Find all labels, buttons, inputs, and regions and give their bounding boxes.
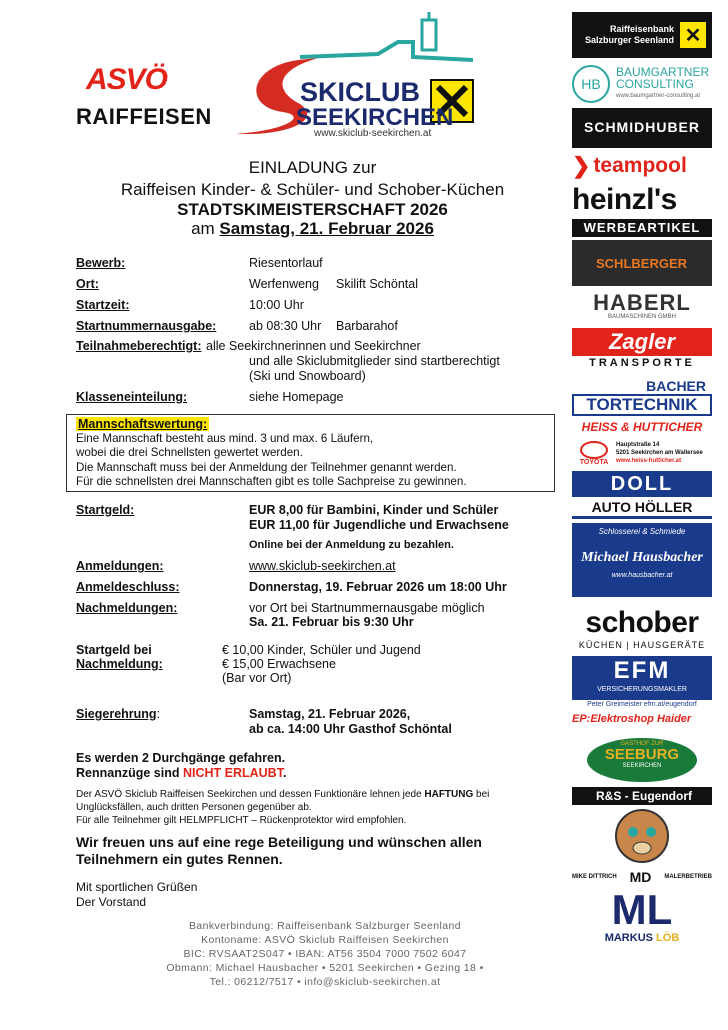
ort-value1: Werfenweng [249,277,319,291]
nachmeldungen-label: Nachmeldungen: [76,601,178,615]
footer-account: Kontoname: ASVÖ Skiclub Raiffeisen Seekirchen [201,934,449,946]
sponsor-seeburg: GASTHOF ZUR SEEBURG SEEKIRCHEN [572,738,712,784]
title-line2: Raiffeisen Kinder- & Schüler- und Schober-Küchen [120,180,505,199]
siegerehrung-label: Siegerehrung: [76,707,161,721]
sponsor-efm: EFM VERSICHERUNGSMAKLER [572,656,712,700]
sponsor-werbeartikel: WERBEARTIKEL [572,219,712,237]
title-line1: EINLADUNG zur [248,158,377,177]
not-allowed-text: NICHT ERLAUBT [182,766,283,780]
sponsor-schober: schober KÜCHEN | HAUSGERÄTE [578,606,706,650]
anmeldungen-link[interactable]: www.skiclub-seekirchen.at [249,559,396,573]
mannschaft-line: Eine Mannschaft besteht aus mind. 3 und max. 6 Läufern, [76,432,374,445]
startgeld-label: Startgeld: [76,503,135,517]
asvo-logo: ASVÖ [86,63,168,96]
startnummern-value2: Barbarahof [336,319,398,333]
suits-note: Rennanzüge sind NICHT ERLAUBT. [76,766,287,780]
sponsor-schlberger: SCHLBERGER [572,240,712,286]
startzeit-label: Startzeit: [76,298,130,312]
teilnahme-line1: alle Seekirchnerinnen und Seekirchner [206,339,421,353]
liability-line3: Für alle Teilnehmer gilt HELMPFLICHT – Rückenprotektor wird empfohlen. [76,815,407,826]
sponsor-heiss-hutticher: HEISS & HUTTICHER [581,420,703,434]
latefee-label2: Nachmeldung: [76,657,163,671]
startgeld-line1: EUR 8,00 für Bambini, Kinder und Schüler [249,503,499,517]
sponsor-zagler: Zagler [572,328,712,356]
sponsor-markus-loeb: ML MARKUS LÖB [572,888,712,948]
klassen-label: Klasseneinteilung: [76,390,188,404]
sponsor-bacher: BACHER TORTECHNIK [572,378,712,416]
sponsor-dittrich-emblem [572,806,712,868]
sponsor-elektroshop-haider: EP:Elektroshop Haider [572,713,692,725]
latefee-line2: € 15,00 Erwachsene [222,657,336,671]
anmeldungen-label: Anmeldungen: [76,559,164,573]
mannschaft-line: Für die schnellsten drei Mannschaften gibt es tolle Sachpreise zu gewinnen. [76,475,467,488]
ml-monogram: ML [611,886,673,933]
greeting-line2: Der Vorstand [76,895,147,909]
startzeit-value: 10:00 Uhr [249,298,304,312]
sponsor-hausbacher: Schlosserei & Schmiede Michael Hausbacher www.hausbacher.at [572,523,712,597]
startgeld-line2: EUR 11,00 für Jugendliche und Erwachsene [249,518,509,532]
sponsor-schmidhuber: SCHMIDHUBER [572,108,712,148]
mannschaft-line: wobei die drei Schnellsten gewertet werden. [76,446,303,459]
monkey-mandala-icon [612,806,672,866]
title-line3: STADTSKIMEISTERSCHAFT 2026 [177,200,448,219]
latefee-line3: (Bar vor Ort) [222,671,292,685]
latefee-label1: Startgeld bei [76,643,152,657]
footer-obmann: Obmann: Michael Hausbacher • 5201 Seekirchen • Gezing 18 • [166,962,484,974]
siegerehrung-line1: Samstag, 21. Februar 2026, [249,707,411,721]
sponsor-haberl: HABERL BAUMASCHINEN GMBH [593,290,691,320]
nachmeldungen-line1: vor Ort bei Startnummernausgabe möglich [249,601,485,615]
church-icon [300,42,473,60]
anmeldeschluss-value: Donnerstag, 19. Februar 2026 um 18:00 Uhr [249,580,507,594]
bewerb-value: Riesentorlauf [249,256,323,270]
ort-label: Ort: [76,277,99,291]
siegerehrung-line2: ab ca. 14:00 Uhr Gasthof Schöntal [249,722,452,736]
sponsor-toyota: TOYOTA Hauptstraße 14 5201 Seekirchen am Wallersee www.heiss-hutticher.at [579,442,703,466]
raiffeisen-giebelkreuz-icon: ✕ [680,22,706,48]
liability-line2: Unglücksfällen, auch dritten Personen gegenüber ab. [76,802,312,813]
anmeldeschluss-label: Anmeldeschluss: [76,580,180,594]
md-monogram: MD [629,869,652,885]
mannschaft-title: Mannschaftswertung: [78,417,208,431]
sponsor-zagler-sub: TRANSPORTE [589,357,695,369]
hb-monogram-icon: HB [572,65,610,103]
asvo-raiffeisen-label: RAIFFEISEN [76,104,212,129]
sponsor-baumgartner: HB BAUMGARTNER CONSULTING www.baumgartner-consulting.at [572,62,712,106]
event-date: Samstag, 21. Februar 2026 [219,219,434,238]
sponsor-heinzls: heinzl's [572,183,677,216]
klassen-value: siehe Homepage [249,390,344,404]
wish-line1: Wir freuen uns auf eine rege Beteiligung und wünschen allen [76,834,482,850]
footer-contact: Tel.: 06212/7517 • info@skiclub-seekirchen.at [209,976,441,988]
greeting-line1: Mit sportlichen Grüßen [76,880,198,894]
startnummern-value1: ab 08:30 Uhr [249,319,322,333]
footer-bank: Bankverbindung: Raiffeisenbank Salzburger Seenland [189,920,461,932]
club-url: www.skiclub-seekirchen.at [314,128,432,139]
runs-note: Es werden 2 Durchgänge gefahren. [76,751,286,765]
teilnahme-line2: und alle Skiclubmitglieder sind startberechtigt [249,354,500,368]
teilnahme-line3: (Ski und Snowboard) [249,369,366,383]
sponsor-raiffeisenbank: Raiffeisenbank Salzburger Seenland ✕ [572,12,712,58]
club-name-line2: SEEKIRCHEN [296,104,454,131]
sponsor-efm-person: Peter Greimeister efm.at/eugendorf [587,701,697,708]
latefee-line1: € 10,00 Kinder, Schüler und Jugend [222,643,421,657]
sponsor-dittrich: MIKE DITTRICH MD MALERBETRIEB [572,869,712,885]
toyota-logo-icon [580,441,608,459]
sponsor-rs-eugendorf: R&S - Eugendorf [572,787,712,805]
nachmeldungen-line2: Sa. 21. Februar bis 9:30 Uhr [249,615,414,629]
ort-value2: Skilift Schöntal [336,277,418,291]
wish-line2: Teilnehmern ein gutes Rennen. [76,851,283,867]
chevron-right-icon: ❯ [572,153,591,178]
startnummern-label: Startnummernausgabe: [76,319,217,333]
sponsor-teampool: ❯ teampool [572,153,687,178]
mannschaft-line: Die Mannschaft muss bei der Anmeldung der Teilnehmer genannt werden. [76,461,457,474]
sponsor-autohoeller: AUTO HÖLLER [572,499,712,519]
footer-iban: BIC: RVSAAT2S047 • IBAN: AT56 3504 7000 7502 6047 [183,948,467,960]
sponsor-doll: DOLL [572,471,712,497]
club-name-line1: SKICLUB [300,77,420,107]
liability-line1: Der ASVÖ Skiclub Raiffeisen Seekirchen und dessen Funktionäre lehnen jede HAFTUNG bei [76,789,490,800]
title-line4: am Samstag, 21. Februar 2026 [191,219,434,238]
startgeld-line3: Online bei der Anmeldung zu bezahlen. [249,539,454,551]
bewerb-label: Bewerb: [76,256,126,270]
teilnahme-label: Teilnahmeberechtigt: [76,339,202,353]
